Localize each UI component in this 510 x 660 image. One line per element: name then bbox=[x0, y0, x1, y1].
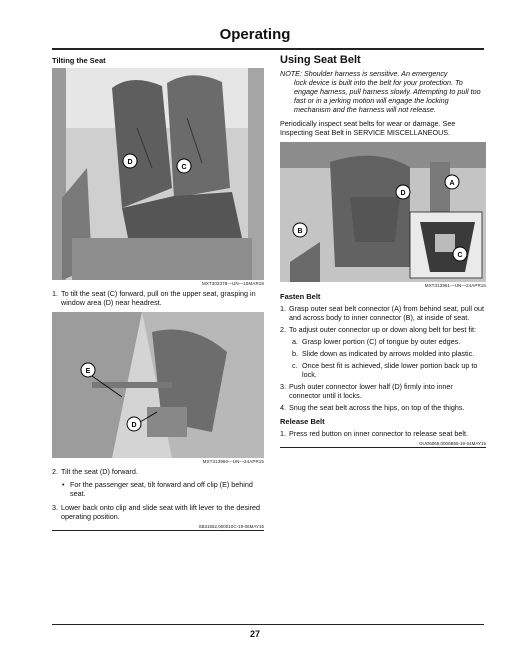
step-2: 2. Tilt the seat (D) forward. bbox=[52, 467, 138, 476]
seat-belt-illustration bbox=[280, 142, 486, 282]
callout-d bbox=[123, 154, 137, 168]
svg-text:A: A bbox=[449, 180, 455, 187]
left-column bbox=[52, 54, 264, 531]
right-column bbox=[280, 54, 486, 448]
passenger-seat-illustration bbox=[52, 312, 264, 458]
svg-text:C: C bbox=[457, 252, 463, 259]
bottom-rule bbox=[52, 624, 484, 625]
page-title: Operating bbox=[219, 26, 291, 43]
svg-text:C: C bbox=[181, 164, 187, 171]
svg-text:E: E bbox=[85, 368, 91, 375]
periodic-inspection: Periodically inspect seat belts for wear or damage. See Inspecting Seat Belt in SERVICE MISCELLANEOUS. bbox=[280, 119, 456, 137]
callout-b bbox=[293, 223, 307, 237]
substep-c: c. Once best fit is achieved, slide lower portion back up to lock. bbox=[292, 361, 478, 379]
svg-text:D: D bbox=[131, 422, 137, 429]
figure-caption: MXT313960—UN—24APR15 bbox=[202, 459, 264, 464]
page-number: 27 bbox=[249, 629, 260, 639]
svg-text:D: D bbox=[400, 190, 406, 197]
callout-e bbox=[81, 363, 95, 377]
note: NOTE: Shoulder harness is sensitive. An emergency lock device is built into the belt for your protection. To engage harness, pull harness slowly. Attempting to pull too fast or in a jerking motion will engage the locking mechanism and the harness will not release. bbox=[280, 69, 481, 114]
figure-caption: MXT313961—UN—24APR15 bbox=[424, 283, 486, 288]
substep-a: a. Grasp lower portion (C) of tongue by outer edges. bbox=[292, 337, 461, 346]
step-3: 3. Lower back onto clip and slide seat with lift lever to the desired operating position. bbox=[52, 503, 260, 521]
block-id: OUO6066,0000B55-19-04MAY15 bbox=[280, 441, 486, 448]
callout-d bbox=[127, 417, 141, 431]
release-belt-heading: Release Belt bbox=[280, 417, 325, 426]
substep-b: b. Slide down as indicated by arrows molded into plastic. bbox=[292, 349, 475, 358]
using-seat-belt-heading: Using Seat Belt bbox=[280, 54, 361, 66]
fasten-belt-heading: Fasten Belt bbox=[280, 292, 321, 301]
callout-d bbox=[396, 185, 410, 199]
svg-text:D: D bbox=[127, 159, 133, 166]
callout-a bbox=[445, 175, 459, 189]
figure-caption: MXT302378—UN—15MAR18 bbox=[201, 281, 264, 286]
title-rule bbox=[52, 48, 484, 50]
release-step-1: 1. Press red button on inner connector to release seat belt. bbox=[280, 429, 468, 438]
block-id: SB31552,000010C-19-06MAY15 bbox=[52, 524, 264, 531]
callout-c bbox=[177, 159, 191, 173]
seat-tilt-illustration bbox=[52, 68, 264, 280]
fasten-step-3: 3. Push outer connector lower half (D) firmly into inner connector until it locks. bbox=[280, 382, 453, 400]
bullet-passenger: • For the passenger seat, tilt forward and off clip (E) behind seat. bbox=[62, 480, 253, 498]
tilting-seat-heading: Tilting the Seat bbox=[52, 56, 106, 65]
fasten-step-4: 4. Snug the seat belt across the hips, on top of the thighs. bbox=[280, 403, 465, 412]
fasten-step-2: 2. To adjust outer connector up or down along belt for best fit: bbox=[280, 325, 476, 334]
svg-text:B: B bbox=[297, 228, 303, 235]
callout-c bbox=[453, 247, 467, 261]
seat-tilt-photo bbox=[52, 68, 264, 280]
passenger-seat-photo bbox=[52, 312, 264, 458]
fasten-step-1: 1. Grasp outer seat belt connector (A) from behind seat, pull out and across body to inner connector (B), at inside of seat. bbox=[280, 304, 484, 322]
seat-belt-photo bbox=[280, 142, 486, 282]
step-1: 1. To tilt the seat (C) forward, pull on the upper seat, grasping in window area (D) near headrest. bbox=[52, 289, 256, 307]
